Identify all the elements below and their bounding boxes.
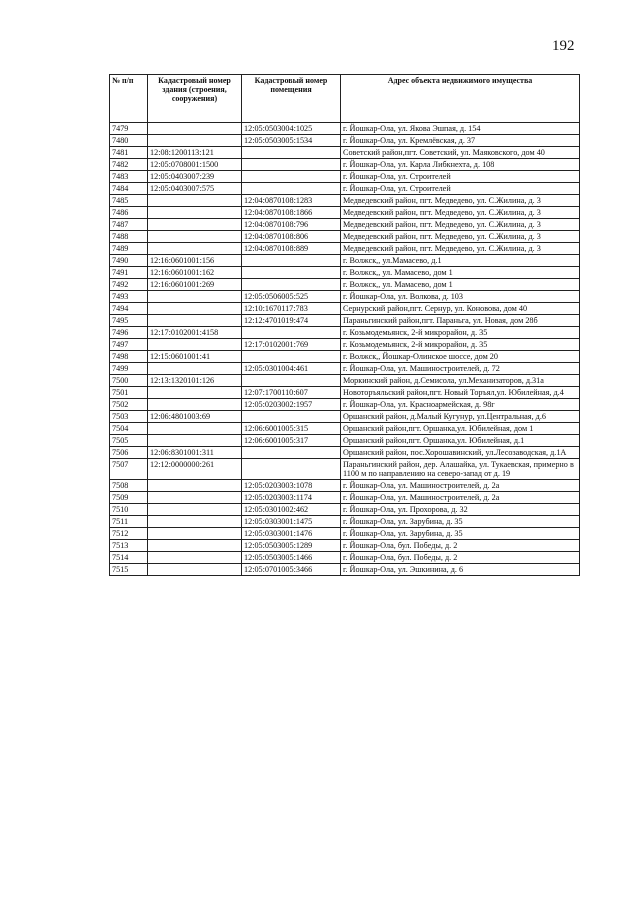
cell-number: 7511 (110, 516, 148, 528)
table-row (110, 267, 580, 279)
cell-room-cadastral: 12:05:0701005:3466 (242, 564, 341, 576)
cell-room-cadastral (242, 267, 341, 279)
cell-address: г. Йошкар-Ола, ул. Карла Либкнехта, д. 108 (341, 159, 580, 171)
table-row (110, 231, 580, 243)
header-building-cadastral: Кадастровый номер здания (строения, сооружения) (148, 75, 242, 123)
cell-number: 7508 (110, 480, 148, 492)
cell-building-cadastral (148, 135, 242, 147)
cell-address: Новоторъяльский район,пгт. Новый Торъял,ул. Юбилейная, д.4 (341, 387, 580, 399)
cell-building-cadastral (148, 504, 242, 516)
table-header (110, 75, 580, 123)
cell-number: 7502 (110, 399, 148, 411)
cell-address: г. Йошкар-Ола, ул. Машиностроителей, д. 2а (341, 492, 580, 504)
cell-number: 7510 (110, 504, 148, 516)
cell-room-cadastral: 12:04:0870108:1283 (242, 195, 341, 207)
cell-number: 7483 (110, 171, 148, 183)
cell-building-cadastral (148, 387, 242, 399)
cell-address: Медведевский район, пгт. Медведево, ул. С.Жилина, д. 3 (341, 231, 580, 243)
cell-room-cadastral: 12:04:0870108:889 (242, 243, 341, 255)
cell-number: 7501 (110, 387, 148, 399)
cell-building-cadastral: 12:16:0601001:162 (148, 267, 242, 279)
cell-number: 7512 (110, 528, 148, 540)
cell-number: 7514 (110, 552, 148, 564)
cell-address: Медведевский район, пгт. Медведево, ул. С.Жилина, д. 3 (341, 219, 580, 231)
cell-building-cadastral: 12:12:0000000:261 (148, 459, 242, 480)
cell-address: г. Йошкар-Ола, ул. Эшкинина, д. 6 (341, 564, 580, 576)
cell-number: 7496 (110, 327, 148, 339)
cell-building-cadastral: 12:16:0601001:156 (148, 255, 242, 267)
table-row (110, 159, 580, 171)
cell-room-cadastral: 12:05:0503004:1025 (242, 123, 341, 135)
table-row (110, 564, 580, 576)
cell-address: г. Волжск,, Йошкар-Олинское шоссе, дом 20 (341, 351, 580, 363)
cell-number: 7500 (110, 375, 148, 387)
cell-building-cadastral (148, 516, 242, 528)
table-row (110, 387, 580, 399)
cell-room-cadastral: 12:05:0506005:525 (242, 291, 341, 303)
table-row (110, 171, 580, 183)
cell-number: 7490 (110, 255, 148, 267)
table-row (110, 540, 580, 552)
cell-number: 7489 (110, 243, 148, 255)
cell-address: г. Йошкар-Ола, ул. Машиностроителей, д. 2а (341, 480, 580, 492)
cell-building-cadastral (148, 528, 242, 540)
cell-room-cadastral (242, 183, 341, 195)
table-row (110, 411, 580, 423)
cell-building-cadastral (148, 291, 242, 303)
cell-room-cadastral: 12:12:4701019:474 (242, 315, 341, 327)
cell-room-cadastral (242, 351, 341, 363)
cell-building-cadastral (148, 423, 242, 435)
cell-address: г. Волжск,, ул. Мамасево, дом 1 (341, 279, 580, 291)
cell-building-cadastral (148, 219, 242, 231)
cell-room-cadastral: 12:04:0870108:806 (242, 231, 341, 243)
cell-address: Медведевский район, пгт. Медведево, ул. С.Жилина, д. 3 (341, 243, 580, 255)
cell-building-cadastral (148, 399, 242, 411)
cell-room-cadastral: 12:05:0503005:1289 (242, 540, 341, 552)
cell-number: 7497 (110, 339, 148, 351)
page-number: 192 (552, 38, 575, 54)
cell-room-cadastral (242, 159, 341, 171)
cell-building-cadastral (148, 540, 242, 552)
cell-building-cadastral (148, 339, 242, 351)
cell-address: Медведевский район, пгт. Медведево, ул. С.Жилина, д. 3 (341, 195, 580, 207)
cell-address: Оршанский район,пгт. Оршанка,ул. Юбилейная, д.1 (341, 435, 580, 447)
cell-address: г. Йошкар-Ола, ул. Машиностроителей, д. 72 (341, 363, 580, 375)
cell-building-cadastral (148, 435, 242, 447)
cell-room-cadastral: 12:04:0870108:1866 (242, 207, 341, 219)
table-row (110, 528, 580, 540)
table-row (110, 243, 580, 255)
cell-building-cadastral (148, 243, 242, 255)
cell-address: г. Йошкар-Ола, бул. Победы, д. 2 (341, 552, 580, 564)
cell-building-cadastral (148, 552, 242, 564)
cell-room-cadastral: 12:05:0203002:1957 (242, 399, 341, 411)
cell-building-cadastral: 12:17:0102001:4158 (148, 327, 242, 339)
table-row (110, 291, 580, 303)
table-row (110, 123, 580, 135)
table-body (110, 123, 580, 576)
header-address: Адрес объекта недвижимого имущества (341, 75, 580, 123)
cell-building-cadastral: 12:06:8301001:311 (148, 447, 242, 459)
cell-address: Параньгинский район, дер. Алашайка, ул. Тукаевская, примерно в 1100 м по направлению на северо-запад от д. 19 (341, 459, 580, 480)
cell-number: 7492 (110, 279, 148, 291)
cell-address: г. Йошкар-Ола, ул. Якова Эшпая, д. 154 (341, 123, 580, 135)
table-row (110, 195, 580, 207)
cell-address: г. Йошкар-Ола, ул. Кремлёвская, д. 37 (341, 135, 580, 147)
table-row (110, 303, 580, 315)
cell-number: 7513 (110, 540, 148, 552)
cell-number: 7503 (110, 411, 148, 423)
table-row (110, 552, 580, 564)
cell-building-cadastral (148, 207, 242, 219)
table-row (110, 219, 580, 231)
cell-room-cadastral (242, 327, 341, 339)
cell-address: г. Йошкар-Ола, ул. Зарубина, д. 35 (341, 516, 580, 528)
cell-number: 7494 (110, 303, 148, 315)
cell-address: г. Йошкар-Ола, ул. Красноармейская, д. 98г (341, 399, 580, 411)
cell-address: г. Йошкар-Ола, ул. Строителей (341, 183, 580, 195)
cell-address: г. Козьмодемьянск, 2-й микрорайон, д. 35 (341, 327, 580, 339)
cell-address: г. Козьмодемьянск, 2-й микрорайон, д. 35 (341, 339, 580, 351)
cell-address: Медведевский район, пгт. Медведево, ул. С.Жилина, д. 3 (341, 207, 580, 219)
cell-building-cadastral: 12:05:0403007:575 (148, 183, 242, 195)
cell-number: 7505 (110, 435, 148, 447)
cell-building-cadastral: 12:05:0403007:239 (148, 171, 242, 183)
cell-room-cadastral: 12:05:0301004:461 (242, 363, 341, 375)
cell-room-cadastral (242, 447, 341, 459)
cell-number: 7491 (110, 267, 148, 279)
table-row (110, 492, 580, 504)
cell-room-cadastral (242, 255, 341, 267)
cell-room-cadastral: 12:05:0203003:1174 (242, 492, 341, 504)
cell-room-cadastral: 12:05:0503005:1466 (242, 552, 341, 564)
cell-building-cadastral: 12:05:0708001:1500 (148, 159, 242, 171)
cell-number: 7480 (110, 135, 148, 147)
table-row (110, 327, 580, 339)
cell-building-cadastral (148, 492, 242, 504)
cell-address: г. Волжск,, ул.Мамасево, д.1 (341, 255, 580, 267)
cell-building-cadastral (148, 315, 242, 327)
cell-address: г. Йошкар-Ола, ул. Прохорова, д. 32 (341, 504, 580, 516)
cell-address: г. Волжск,, ул. Мамасево, дом 1 (341, 267, 580, 279)
cell-room-cadastral: 12:06:6001005:315 (242, 423, 341, 435)
cell-building-cadastral (148, 195, 242, 207)
cell-building-cadastral (148, 363, 242, 375)
cell-number: 7487 (110, 219, 148, 231)
cell-room-cadastral: 12:05:0303001:1476 (242, 528, 341, 540)
table-row (110, 375, 580, 387)
cell-room-cadastral (242, 171, 341, 183)
table-row (110, 315, 580, 327)
table-row (110, 363, 580, 375)
cell-number: 7495 (110, 315, 148, 327)
cell-room-cadastral: 12:05:0203003:1078 (242, 480, 341, 492)
cell-address: г. Йошкар-Ола, ул. Волкова, д. 103 (341, 291, 580, 303)
cell-building-cadastral: 12:13:1320101:126 (148, 375, 242, 387)
table-row (110, 351, 580, 363)
cell-address: Моркинский район, д.Семисола, ул.Механизаторов, д.31а (341, 375, 580, 387)
table-row (110, 480, 580, 492)
cell-room-cadastral: 12:05:0503005:1534 (242, 135, 341, 147)
cell-address: Сернурский район,пгт. Сернур, ул. Коновова, дом 40 (341, 303, 580, 315)
cell-building-cadastral (148, 123, 242, 135)
cell-room-cadastral: 12:17:0102001:769 (242, 339, 341, 351)
cell-building-cadastral: 12:15:0601001:41 (148, 351, 242, 363)
cell-address: Оршанский район,пгт. Оршанка,ул. Юбилейная, дом 1 (341, 423, 580, 435)
cell-number: 7485 (110, 195, 148, 207)
table-row (110, 339, 580, 351)
cell-room-cadastral (242, 147, 341, 159)
cell-address: г. Йошкар-Ола, ул. Строителей (341, 171, 580, 183)
cell-room-cadastral: 12:05:0301002:462 (242, 504, 341, 516)
cell-address: г. Йошкар-Ола, бул. Победы, д. 2 (341, 540, 580, 552)
cell-room-cadastral: 12:04:0870108:796 (242, 219, 341, 231)
property-registry-table (109, 74, 580, 576)
cell-building-cadastral (148, 564, 242, 576)
table-row (110, 459, 580, 480)
cell-building-cadastral: 12:16:0601001:269 (148, 279, 242, 291)
cell-room-cadastral (242, 459, 341, 480)
cell-number: 7479 (110, 123, 148, 135)
table-row (110, 135, 580, 147)
cell-number: 7481 (110, 147, 148, 159)
cell-number: 7482 (110, 159, 148, 171)
table-row (110, 435, 580, 447)
cell-address: г. Йошкар-Ола, ул. Зарубина, д. 35 (341, 528, 580, 540)
cell-room-cadastral (242, 375, 341, 387)
cell-number: 7493 (110, 291, 148, 303)
cell-building-cadastral: 12:08:1200113:121 (148, 147, 242, 159)
table-row (110, 279, 580, 291)
cell-number: 7498 (110, 351, 148, 363)
table-row (110, 255, 580, 267)
cell-room-cadastral: 12:05:0303001:1475 (242, 516, 341, 528)
header-room-cadastral: Кадастровый номер помещения (242, 75, 341, 123)
table-row (110, 147, 580, 159)
table-row (110, 207, 580, 219)
header-number: № п/п (110, 75, 148, 123)
table-row (110, 504, 580, 516)
cell-number: 7488 (110, 231, 148, 243)
cell-address: Оршанский район, д.Малый Кугунур, ул.Центральная, д.6 (341, 411, 580, 423)
cell-number: 7509 (110, 492, 148, 504)
cell-number: 7484 (110, 183, 148, 195)
table-row (110, 516, 580, 528)
cell-address: Оршанский район, пос.Хорошавинский, ул.Лесозаводская, д.1А (341, 447, 580, 459)
table-row (110, 447, 580, 459)
cell-room-cadastral: 12:07:1700110:607 (242, 387, 341, 399)
table-row (110, 183, 580, 195)
cell-number: 7507 (110, 459, 148, 480)
cell-building-cadastral: 12:06:4801003:69 (148, 411, 242, 423)
cell-room-cadastral: 12:06:6001005:317 (242, 435, 341, 447)
cell-room-cadastral (242, 279, 341, 291)
cell-building-cadastral (148, 231, 242, 243)
cell-room-cadastral: 12:10:1670117:783 (242, 303, 341, 315)
cell-building-cadastral (148, 480, 242, 492)
cell-building-cadastral (148, 303, 242, 315)
cell-number: 7515 (110, 564, 148, 576)
cell-address: Советский район,пгт. Советский, ул. Маяковского, дом 40 (341, 147, 580, 159)
cell-number: 7504 (110, 423, 148, 435)
cell-number: 7499 (110, 363, 148, 375)
table-row (110, 399, 580, 411)
cell-room-cadastral (242, 411, 341, 423)
cell-address: Параньгинский район,пгт. Параньга, ул. Новая, дом 28б (341, 315, 580, 327)
cell-number: 7486 (110, 207, 148, 219)
header-row (110, 75, 580, 123)
table-row (110, 423, 580, 435)
cell-number: 7506 (110, 447, 148, 459)
